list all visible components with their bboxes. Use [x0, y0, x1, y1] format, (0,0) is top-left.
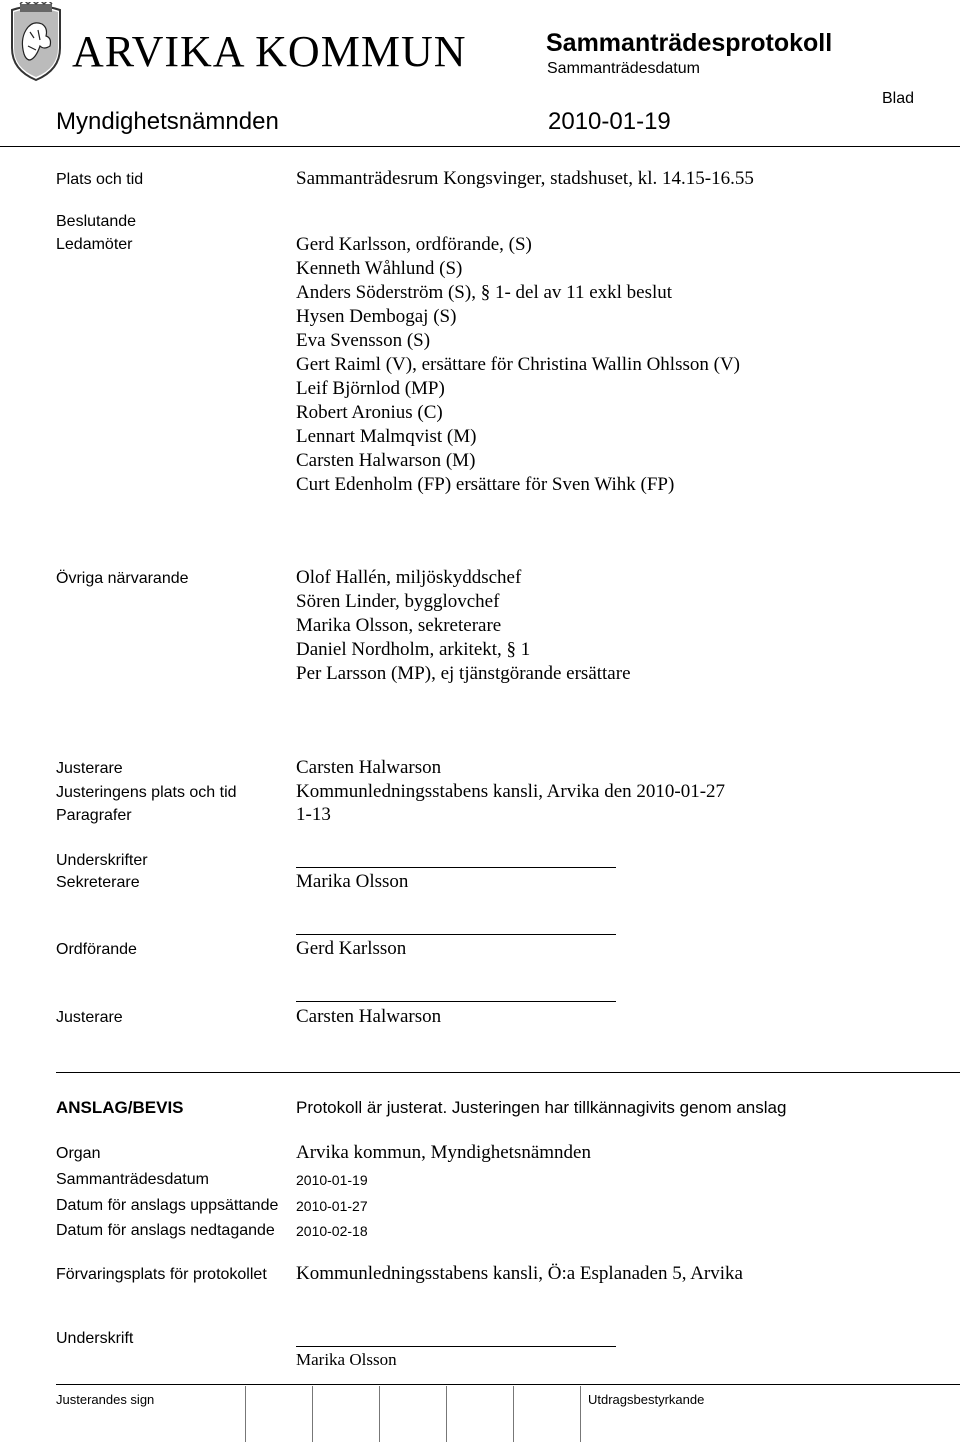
document-title: Sammanträdesprotokoll [546, 29, 833, 57]
posted-date-value: 2010-01-27 [296, 1198, 368, 1214]
members-list [296, 233, 740, 497]
member-item: Gerd Karlsson, ordförande, (S) [296, 234, 532, 255]
chair-label: Ordförande [56, 941, 137, 958]
others-item: Sören Linder, bygglovchef [296, 591, 500, 612]
page-label: Blad [882, 90, 915, 107]
notice-heading: ANSLAG/BEVIS [56, 1098, 184, 1117]
member-item: Hysen Dembogaj (S) [296, 306, 457, 327]
arvika-coat-of-arms [6, 2, 66, 82]
member-item: Carsten Halwarson (M) [296, 450, 476, 471]
adjustment-place-value: Kommunledningsstabens kansli, Arvika den 2010-01-27 [296, 781, 726, 802]
notice-statement: Protokoll är justerat. Justeringen har tillkännagivits genom anslag [296, 1098, 787, 1117]
footer-sign-box-divider [245, 1386, 246, 1442]
secretary-label: Sekreterare [56, 874, 140, 891]
notice-divider [56, 1072, 960, 1073]
footer-sign-box-divider [312, 1386, 313, 1442]
organ-label: Organ [56, 1145, 101, 1162]
member-item: Leif Björnlod (MP) [296, 378, 445, 399]
members-label: Ledamöter [56, 236, 133, 253]
others-item: Daniel Nordholm, arkitekt, § 1 [296, 639, 531, 660]
member-item: Kenneth Wåhlund (S) [296, 258, 463, 279]
secretary-signature-line [296, 867, 616, 868]
chair-name: Gerd Karlsson [296, 938, 407, 959]
chair-signature-line [296, 934, 616, 935]
paragraphs-label: Paragrafer [56, 807, 132, 824]
meeting-date-caption: Sammanträdesdatum [547, 60, 700, 77]
member-item: Gert Raiml (V), ersättare för Christina Wallin Ohlsson (V) [296, 354, 740, 375]
secretary-name: Marika Olsson [296, 871, 409, 892]
storage-value: Kommunledningsstabens kansli, Ö:a Esplanaden 5, Arvika [296, 1263, 743, 1284]
notice-meeting-date-value: 2010-01-19 [296, 1172, 368, 1188]
member-item: Robert Aronius (C) [296, 402, 443, 423]
posted-date-label: Datum för anslags uppsättande [56, 1197, 279, 1214]
header-divider [0, 146, 960, 147]
extract-certification-caption: Utdragsbestyrkande [588, 1392, 705, 1407]
member-item: Anders Söderström (S), § 1- del av 11 exkl beslut [296, 282, 673, 303]
footer-sign-box-divider [580, 1386, 581, 1442]
notice-signature-line [296, 1346, 616, 1347]
footer-sign-box-divider [446, 1386, 447, 1442]
others-present-list [296, 566, 631, 686]
footer-sign-box-divider [513, 1386, 514, 1442]
adjuster-signature-line [296, 1001, 616, 1002]
committee-name: Myndighetsnämnden [56, 108, 279, 135]
removed-date-label: Datum för anslags nedtagande [56, 1222, 275, 1239]
place-time-value: Sammanträdesrum Kongsvinger, stadshuset, kl. 14.15-16.55 [296, 168, 754, 189]
storage-label: Förvaringsplats för protokollet [56, 1266, 267, 1283]
adjuster-value: Carsten Halwarson [296, 757, 442, 778]
paragraphs-value: 1-13 [296, 804, 331, 825]
footer-divider [56, 1384, 960, 1385]
others-item: Olof Hallén, miljöskyddschef [296, 567, 522, 588]
organ-value: Arvika kommun, Myndighetsnämnden [296, 1142, 591, 1163]
others-present-label: Övriga närvarande [56, 570, 189, 587]
adjustment-place-label: Justeringens plats och tid [56, 784, 237, 801]
signatures-heading: Underskrifter [56, 852, 148, 869]
notice-signature-label: Underskrift [56, 1330, 134, 1347]
meeting-date: 2010-01-19 [548, 108, 671, 135]
notice-meeting-date-label: Sammanträdesdatum [56, 1171, 209, 1188]
logo-wordmark: ARVIKA KOMMUN [72, 27, 467, 76]
member-item: Lennart Malmqvist (M) [296, 426, 477, 447]
adjuster-sign-caption: Justerandes sign [56, 1392, 155, 1407]
decision-makers-label: Beslutande [56, 213, 137, 230]
others-item: Marika Olsson, sekreterare [296, 615, 502, 636]
signature-adjuster-label: Justerare [56, 1009, 123, 1026]
signature-adjuster-name: Carsten Halwarson [296, 1006, 442, 1027]
coat-of-arms-icon [6, 2, 66, 82]
removed-date-value: 2010-02-18 [296, 1223, 368, 1239]
member-item: Eva Svensson (S) [296, 330, 431, 351]
others-item: Per Larsson (MP), ej tjänstgörande ersättare [296, 663, 631, 684]
notice-signature-name: Marika Olsson [296, 1350, 397, 1369]
adjuster-label: Justerare [56, 760, 123, 777]
place-time-label: Plats och tid [56, 171, 144, 188]
footer-sign-box-divider [379, 1386, 380, 1442]
member-item: Curt Edenholm (FP) ersättare för Sven Wihk (FP) [296, 474, 675, 495]
